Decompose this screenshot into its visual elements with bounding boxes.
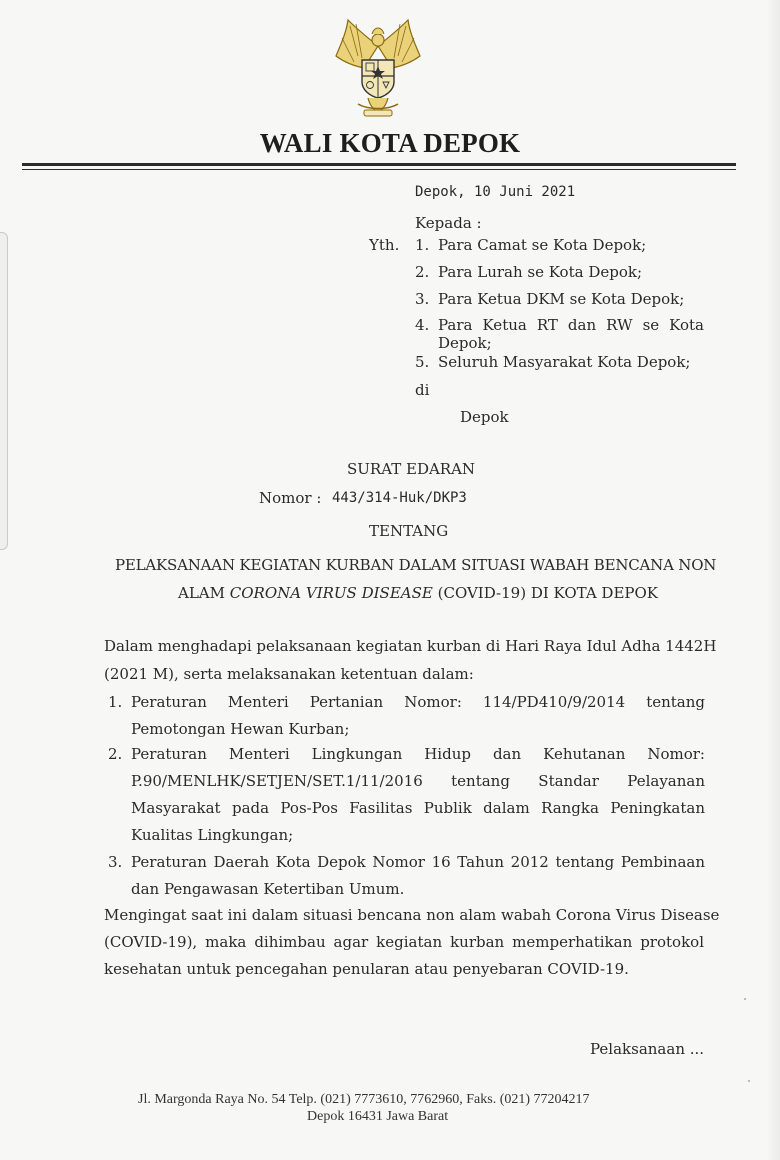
scan-speck (748, 1080, 750, 1082)
letterhead-title: WALI KOTA DEPOK (259, 128, 521, 158)
addressee-item: Seluruh Masyarakat Kota Depok; (438, 353, 691, 371)
regulation-line: Kualitas Lingkungan; (131, 826, 294, 844)
addressee-number: 5. (415, 353, 430, 371)
addressee-di: di (415, 381, 430, 399)
subject-text: (COVID-19) DI KOTA DEPOK (432, 584, 658, 602)
regulation-line: Peraturan Daerah Kota Depok Nomor 16 Tahun 2012 tentang Pembinaan (131, 853, 705, 871)
addressee-number: 2. (415, 263, 430, 281)
footer-city: Depok 16431 Jawa Barat (307, 1109, 449, 1124)
addressee-item-continued: Depok; (438, 334, 492, 352)
letterhead-rule-thin (22, 169, 736, 170)
regulation-line: Peraturan Menteri Lingkungan Hidup dan Kehutanan Nomor: (131, 745, 705, 763)
regulation-line: P.90/MENLHK/SETJEN/SET.1/11/2016 tentang Standar Pelayanan (131, 772, 705, 790)
circular-subject-line (178, 584, 658, 602)
garuda-emblem-icon (328, 16, 428, 118)
continuation-note: Pelaksanaan ... (590, 1040, 705, 1058)
page-edge-shadow (766, 0, 780, 1160)
addressee-item: Para Ketua DKM se Kota Depok; (438, 290, 685, 308)
body-closing-line: kesehatan untuk pencegahan penularan atau penyebaran COVID-19. (104, 960, 629, 978)
regulation-line: dan Pengawasan Ketertiban Umum. (131, 880, 405, 898)
regulation-number: 3. (108, 853, 123, 871)
body-intro-line: (2021 M), serta melaksanakan ketentuan dalam: (104, 665, 474, 683)
addressee-yth: Yth. (369, 236, 400, 254)
body-closing-line: (COVID-19), maka dihimbau agar kegiatan kurban memperhatikan protokol (104, 933, 704, 951)
regulation-number: 2. (108, 745, 123, 763)
circular-heading: SURAT EDARAN (347, 460, 476, 478)
regulation-line: Pemotongan Hewan Kurban; (131, 720, 350, 738)
circular-number-value: 443/314-Huk/DKP3 (332, 490, 467, 506)
letterhead-rule-thick (22, 163, 736, 166)
scan-speck (744, 998, 746, 1000)
subject-italic-text: CORONA VIRUS DISEASE (229, 584, 433, 602)
regulation-number: 1. (108, 693, 123, 711)
addressee-place: Depok (460, 408, 509, 426)
letter-date: Depok, 10 Juni 2021 (415, 184, 576, 200)
addressee-number: 1. (415, 236, 430, 254)
subject-text: ALAM (178, 584, 230, 602)
addressee-number: 3. (415, 290, 430, 308)
circular-number-label: Nomor : (259, 489, 322, 507)
scroll-edge-handle[interactable] (0, 232, 8, 550)
footer-address: Jl. Margonda Raya No. 54 Telp. (021) 7773610, 7762960, Faks. (021) 77204217 (138, 1092, 590, 1107)
regulation-line: Peraturan Menteri Pertanian Nomor: 114/PD410/9/2014 tentang (131, 693, 705, 711)
circular-tentang: TENTANG (369, 522, 449, 540)
regulation-line: Masyarakat pada Pos-Pos Fasilitas Publik dalam Rangka Peningkatan (131, 799, 705, 817)
circular-subject-line: PELAKSANAAN KEGIATAN KURBAN DALAM SITUASI WABAH BENCANA NON (115, 556, 717, 574)
addressee-item: Para Ketua RT dan RW se Kota (438, 316, 704, 334)
addressee-item: Para Lurah se Kota Depok; (438, 263, 643, 281)
body-closing-line: Mengingat saat ini dalam situasi bencana non alam wabah Corona Virus Disease (104, 906, 720, 924)
addressee-number: 4. (415, 316, 430, 334)
addressee-kepada: Kepada : (415, 214, 482, 232)
addressee-item: Para Camat se Kota Depok; (438, 236, 647, 254)
body-intro-line: Dalam menghadapi pelaksanaan kegiatan kurban di Hari Raya Idul Adha 1442H (104, 637, 717, 655)
